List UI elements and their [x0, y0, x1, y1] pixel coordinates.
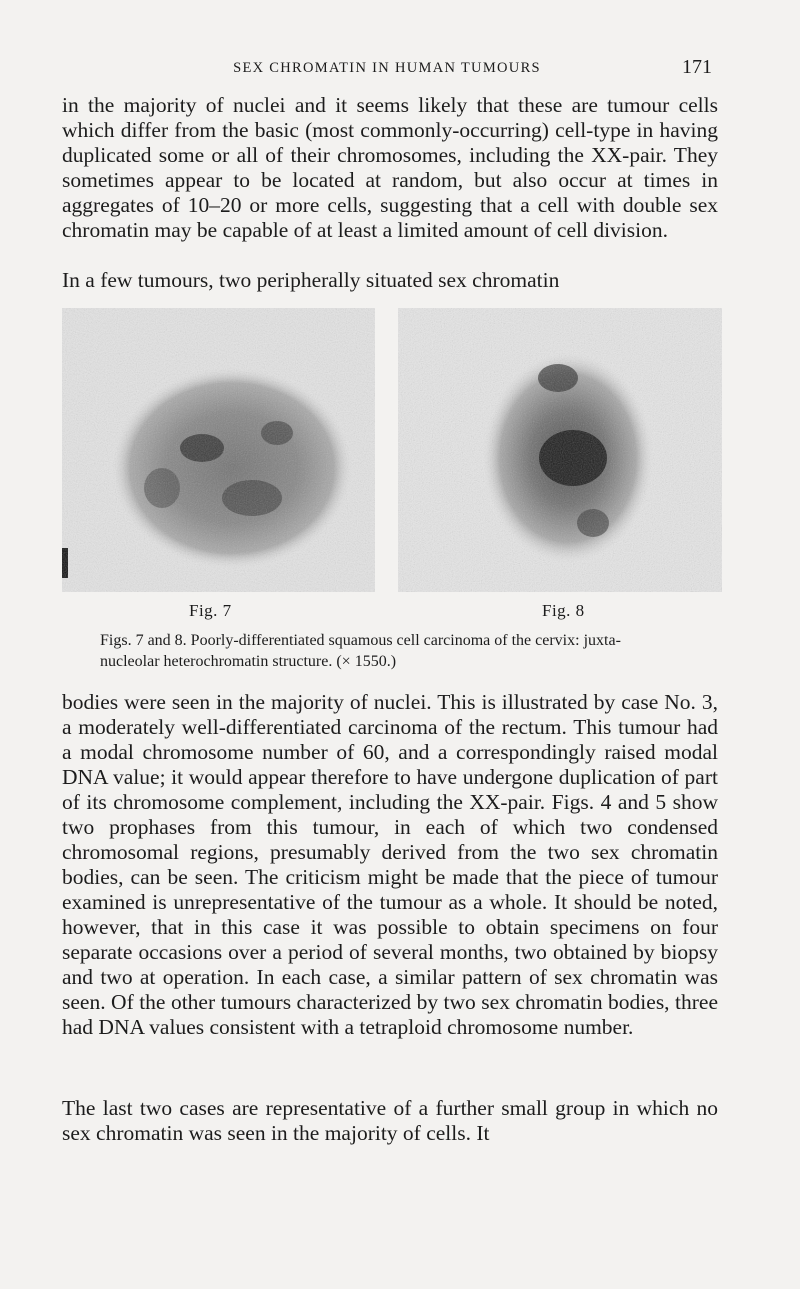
- figure-7-label: Fig. 7: [189, 601, 232, 620]
- page-number: 171: [682, 56, 712, 78]
- paragraph-2-text: In a few tumours, two peripherally situated sex chromatin: [62, 268, 560, 292]
- running-head: SEX CHROMATIN IN HUMAN TUMOURS: [233, 60, 541, 76]
- page-header: [62, 56, 712, 86]
- paragraph-3: bodies were seen in the majority of nuclei. This is illustrated by case No. 3, a moderately well-differentiated carcinoma of the rectum. This tumour had a modal chromosome number of 60, and a correspondingly raised modal DNA value; it would appear therefore to have undergone duplication of part of its chromosome complement, including the XX-pair. Figs. 4 and 5 show two prophases from this tumour, in each of which two condensed chromosomal regions, presumably derived from the two sex chromatin bodies, can be seen. The criticism might be made that the piece of tumour examined is unrepresentative of the tumour as a whole. It should be noted, however, that in this case it was possible to obtain specimens on four separate occasions over a period of several months, two obtained by biopsy and two at operation. In each case, a similar pattern of sex chromatin was seen. Of the other tumours characterized by two sex chromatin bodies, three had DNA values consistent with a tetraploid chromosome number.: [62, 690, 718, 1039]
- figure-8-micrograph: [398, 308, 722, 592]
- figure-8-label: Fig. 8: [542, 601, 585, 620]
- figure-7-micrograph: [62, 308, 375, 592]
- paragraph-2: [62, 268, 718, 293]
- paragraph-1: in the majority of nuclei and it seems likely that these are tumour cells which differ from the basic (most commonly-occurring) cell-type in having duplicated some or all of their chromosomes, including the XX-pair. They sometimes appear to be located at random, but also occur at times in aggregates of 10–20 or more cells, suggesting that a cell with double sex chromatin may be capable of at least a limited amount of cell division.: [62, 93, 718, 242]
- paragraph-4: The last two cases are representative of a further small group in which no sex chromatin was seen in the majority of cells. It: [62, 1096, 718, 1145]
- figure-caption: Figs. 7 and 8. Poorly-differentiated squamous cell carcinoma of the cervix: juxta-nucleolar heterochromatin structure. (× 1550.): [100, 632, 621, 670]
- figure-row: [62, 308, 722, 592]
